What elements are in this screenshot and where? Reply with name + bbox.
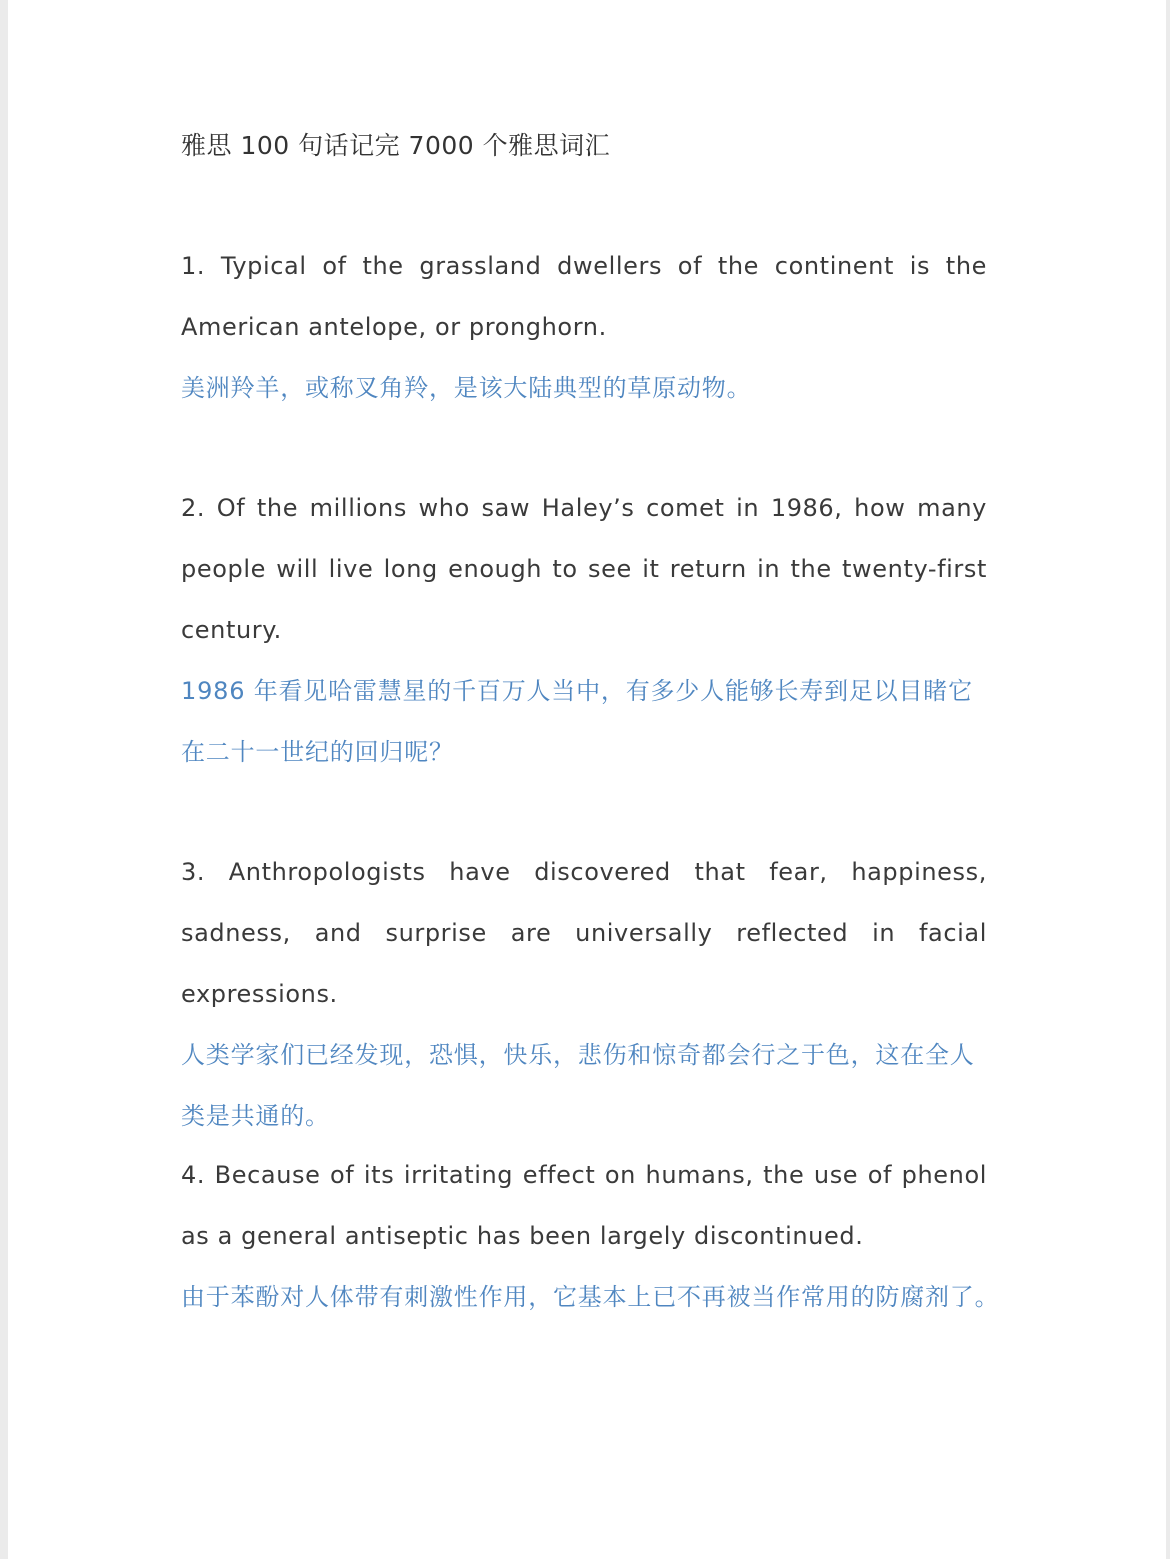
sentence-3-english: 3. Anthropologists have discovered that fear, happiness, sadness, and surprise are universally reflected in facial expressions. <box>181 858 987 1008</box>
document-page <box>8 0 1166 1559</box>
sentence-4-english: 4. Because of its irritating effect on humans, the use of phenol as a general antiseptic has been largely discontinued. <box>181 1161 987 1250</box>
sentence-3 <box>181 842 987 1147</box>
sentence-4-chinese: 由于苯酚对人体带有刺激性作用，它基本上已不再被当作常用的防腐剂了。 <box>181 1283 1000 1311</box>
sentence-2 <box>181 478 987 783</box>
sentence-3-chinese-line-2: 类是共通的。 <box>181 1102 330 1130</box>
document-title: 雅思 100 句话记完 7000 个雅思词汇 <box>181 131 611 160</box>
sentence-3-chinese-line-1: 人类学家们已经发现，恐惧，快乐，悲伤和惊奇都会行之于色，这在全人 <box>181 1041 975 1069</box>
sentence-2-chinese-line-2: 在二十一世纪的回归呢？ <box>181 738 454 766</box>
sentence-4 <box>181 1145 1000 1328</box>
sentence-1-english: 1. Typical of the grassland dwellers of the continent is the American antelope, or pronghorn. <box>181 252 987 341</box>
sentence-2-english: 2. Of the millions who saw Haley’s comet in 1986, how many people will live long enough to see it return in the twenty-first century. <box>181 494 987 644</box>
sentence-1-chinese: 美洲羚羊，或称叉角羚，是该大陆典型的草原动物。 <box>181 374 752 402</box>
sentence-2-chinese-line-1: 1986 年看见哈雷慧星的千百万人当中，有多少人能够长寿到足以目睹它 <box>181 677 973 705</box>
sentence-1 <box>181 236 987 419</box>
